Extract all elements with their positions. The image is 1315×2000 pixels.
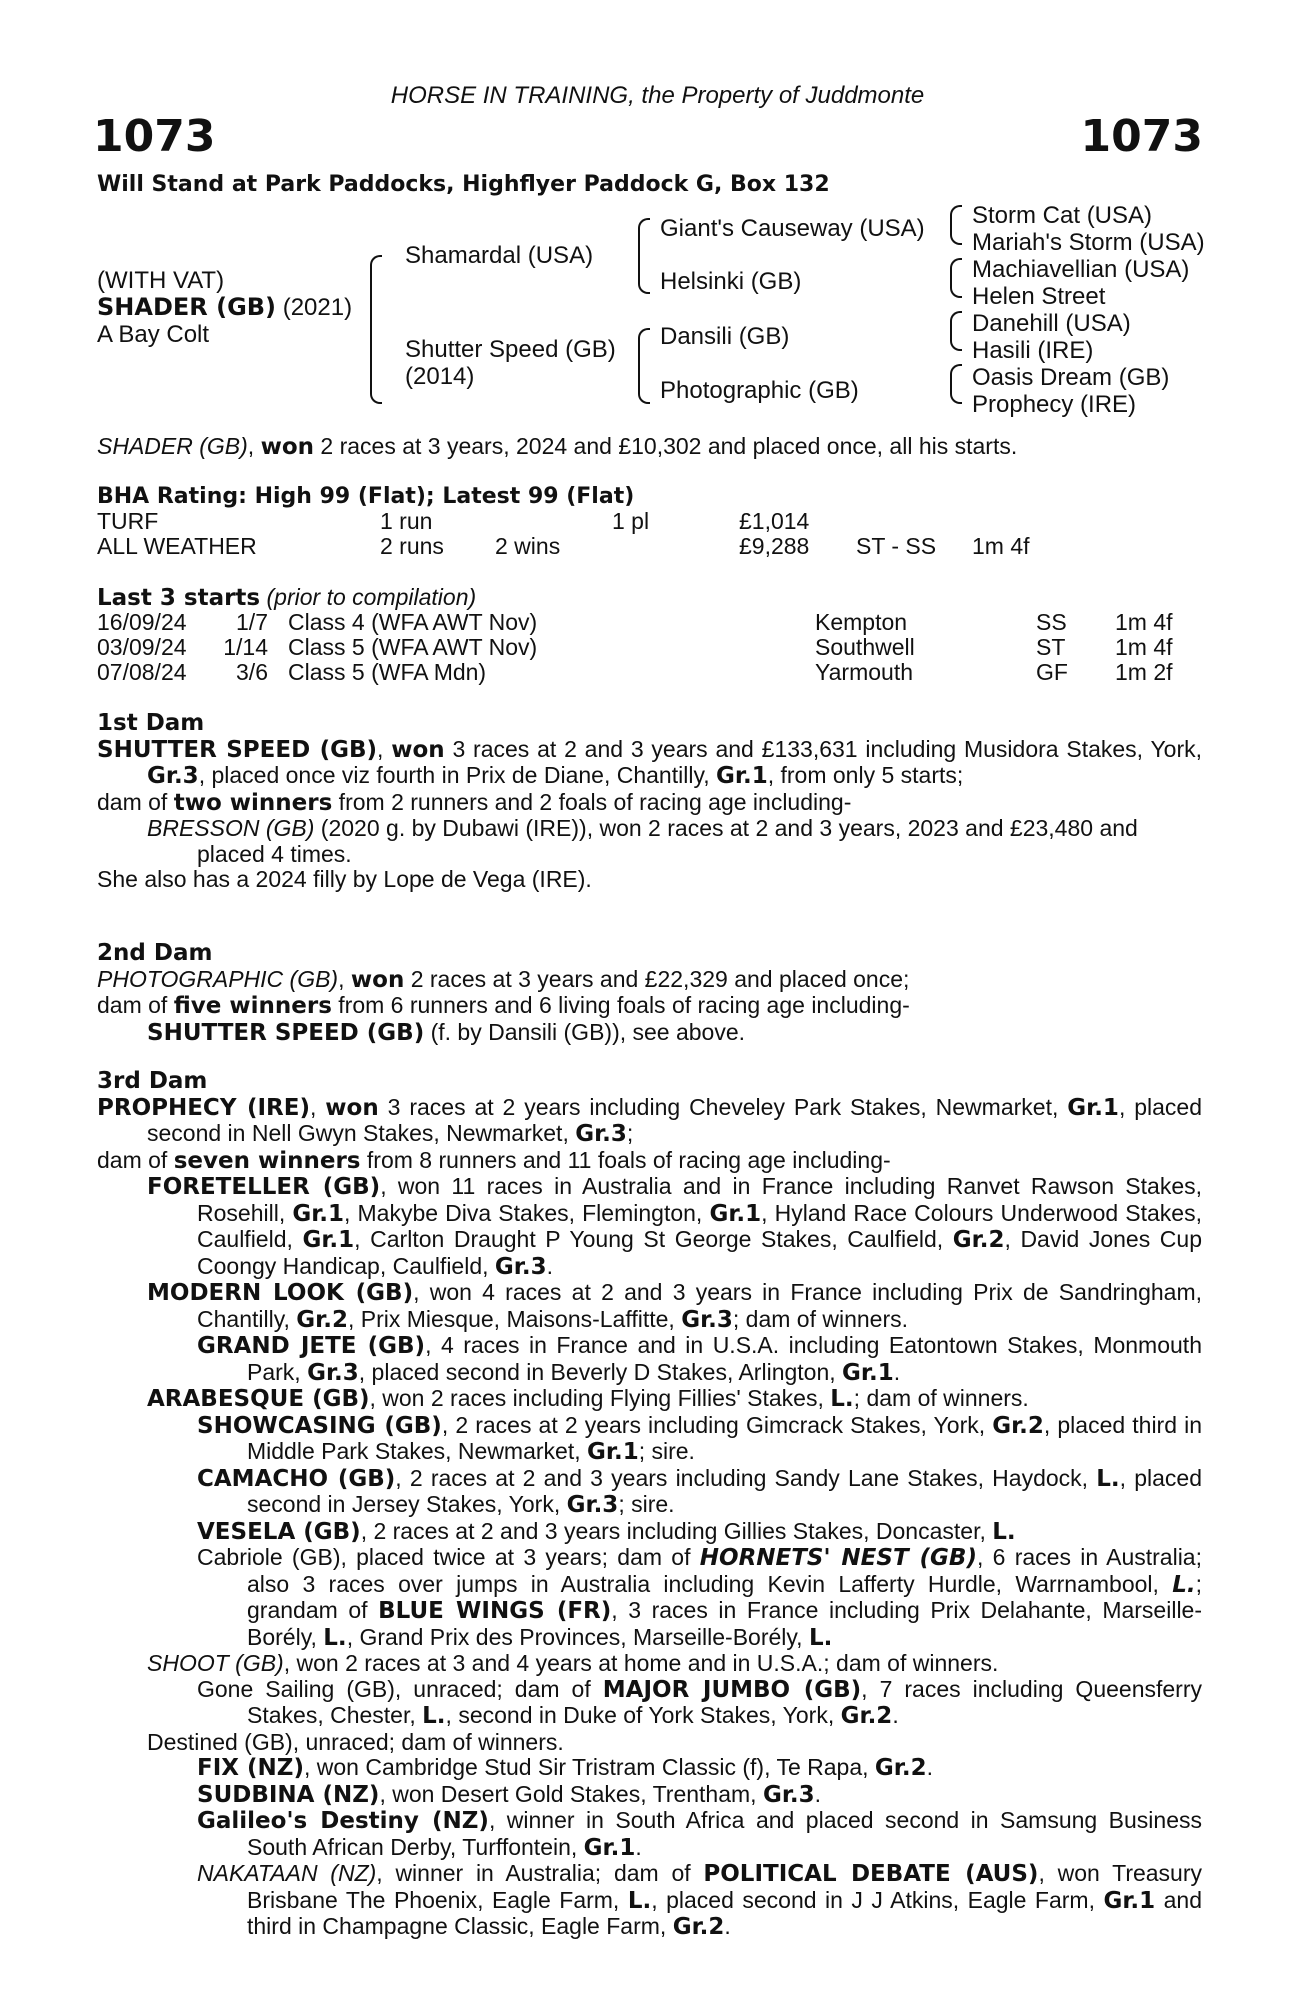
pedigree-brace-ss — [950, 205, 962, 245]
start-position: 1/14 — [223, 634, 268, 660]
pedigree-brace-horse — [370, 255, 382, 404]
produce-entry: Destined (GB), unraced; dam of winners. — [147, 1728, 564, 1755]
pedigree-brace-ds — [950, 311, 962, 351]
second-dam-section — [97, 941, 1202, 1046]
section-heading: 1st Dam — [97, 710, 205, 736]
pedigree-brace-sd — [950, 258, 962, 298]
start-race: Class 5 (WFA Mdn) — [288, 659, 487, 685]
third-dam-section — [97, 1069, 1202, 1941]
start-going: SS — [1036, 609, 1067, 635]
first-dam-section — [97, 711, 1202, 893]
race-summary: SHADER (GB), won 2 races at 3 years, 2024 and £10,302 and placed once, all his starts. — [97, 433, 1018, 460]
produce-entry: Galileo's Destiny (NZ), winner in South Africa and placed second in Samsung Business South African Derby, Turffontein, Gr.1. — [197, 1807, 1202, 1861]
pedigree-sire-dam: Helsinki (GB) — [660, 268, 802, 295]
horse-year: (2021) — [276, 294, 353, 321]
pedigree-brace-dd — [950, 364, 962, 404]
produce-entry: MODERN LOOK (GB), won 4 races at 2 and 3 years in France including Prix de Sandringham, Chantilly, Gr.2, Prix Miesque, Maisons-Laffitte, Gr.3; dam of winners. — [147, 1279, 1203, 1333]
pedigree-sire-sire: Giant's Causeway (USA) — [660, 215, 925, 242]
produce-entry: Cabriole (GB), placed twice at 3 years; dam of HORNETS' NEST (GB), 6 races in Australia; also 3 races over jumps in Australia including Kevin Lafferty Hurdle, Warrnambool, L.; grandam of BLUE WINGS (FR), 3 races in France including Prix Delahante, Marseille-Borély, L., Grand Prix des Provinces, Marseille-Borély, L. — [197, 1544, 1203, 1651]
start-distance: 1m 4f — [1115, 609, 1173, 635]
produce-entry: FORETELLER (GB), won 11 races in Australia and in France including Ranvet Rawson Stakes, Rosehill, Gr.1, Makybe Diva Stakes, Flemington, Gr.1, Hyland Race Colours Underwood Stakes, Caulfield, Gr.1, Carlton Draught P Young St George Stakes, Caulfield, Gr.2, David Jones Cup Coongy Handicap, Caulfield, Gr.3. — [147, 1173, 1202, 1280]
horse-name-line — [97, 294, 352, 321]
rating-wins: 2 wins — [495, 533, 561, 559]
dam-produce-summary: dam of two winners from 2 runners and 2 foals of racing age including- — [97, 788, 852, 816]
rating-surface: TURF — [97, 508, 159, 534]
rating-distance: 1m 4f — [972, 533, 1030, 559]
rating-surface: ALL WEATHER — [97, 533, 257, 559]
start-date: 16/09/24 — [97, 609, 187, 635]
produce-entry: SHUTTER SPEED (GB) (f. by Dansili (GB)), see above. — [147, 1018, 746, 1046]
last-starts-heading-line — [97, 585, 476, 612]
rating-going: ST - SS — [856, 533, 937, 559]
rating-prize: £9,288 — [739, 533, 810, 559]
produce-entry: SHOWCASING (GB), 2 races at 2 years including Gimcrack Stakes, York, Gr.2, placed third in Middle Park Stakes, Newmarket, Gr.1; sire. — [197, 1411, 1203, 1465]
rating-runs: 1 run — [380, 508, 433, 534]
section-heading: 3rd Dam — [97, 1068, 208, 1094]
summary-text: 2 races at 3 years, 2024 and £10,302 and placed once, all his starts. — [314, 433, 1018, 459]
lot-number-left: 1073 — [93, 111, 216, 162]
dam-record: PROPHECY (IRE), won 3 races at 2 years including Cheveley Park Stakes, Newmarket, Gr.1, placed second in Nell Gwyn Stakes, Newmarket, Gr.3; — [97, 1093, 1203, 1147]
pedigree-dam-dam: Photographic (GB) — [660, 377, 859, 404]
produce-entry: FIX (NZ), won Cambridge Stud Sir Tristram Classic (f), Te Rapa, Gr.2. — [197, 1754, 933, 1781]
rating-runs: 2 runs — [380, 533, 444, 559]
produce-entry: GRAND JETE (GB), 4 races in France and in U.S.A. including Eatontown Stakes, Monmouth Park, Gr.3, placed second in Beverly D Stakes, Arlington, Gr.1. — [197, 1332, 1202, 1386]
pedigree-dd-sire: Oasis Dream (GB) — [972, 364, 1170, 391]
start-position: 1/7 — [236, 609, 268, 635]
start-distance: 1m 2f — [1115, 659, 1173, 685]
summary-won: won — [260, 434, 315, 460]
pedigree-sire: Shamardal (USA) — [405, 242, 594, 269]
start-race: Class 5 (WFA AWT Nov) — [288, 634, 538, 660]
pedigree-ss-dam: Mariah's Storm (USA) — [972, 229, 1205, 256]
rating-prize: £1,014 — [739, 508, 810, 534]
produce-entry: SHOOT (GB), won 2 races at 3 and 4 years at home and in U.S.A.; dam of winners. — [147, 1650, 999, 1676]
pedigree-dd-dam: Prophecy (IRE) — [972, 391, 1137, 418]
pedigree-ds-sire: Danehill (USA) — [972, 310, 1131, 337]
produce-entry: VESELA (GB), 2 races at 2 and 3 years including Gillies Stakes, Doncaster, L. — [197, 1517, 1016, 1545]
start-position: 3/6 — [236, 659, 268, 685]
dam-record: PHOTOGRAPHIC (GB), won 2 races at 3 years and £22,329 and placed once; — [97, 965, 910, 993]
pedigree-dam-year: (2014) — [405, 363, 475, 390]
dam-produce-summary: dam of seven winners from 8 runners and 11 foals of racing age including- — [97, 1146, 891, 1174]
summary-horse-name: SHADER (GB) — [97, 433, 248, 459]
start-going: GF — [1036, 659, 1068, 685]
vat-note: (WITH VAT) — [97, 267, 225, 294]
dam-record: SHUTTER SPEED (GB), won 3 races at 2 and 3 years and £133,631 including Musidora Stakes, York, Gr.3, placed once viz fourth in Prix de Diane, Chantilly, Gr.1, from only 5 starts; — [97, 735, 1203, 789]
produce-entry: Gone Sailing (GB), unraced; dam of MAJOR JUMBO (GB), 7 races including Queensferry Stakes, Chester, L., second in Duke of York Stakes, York, Gr.2. — [197, 1675, 1202, 1729]
dam-note: She also has a 2024 filly by Lope de Vega (IRE). — [97, 866, 592, 892]
horse-name: SHADER (GB) — [97, 293, 277, 321]
start-date: 03/09/24 — [97, 634, 187, 660]
pedigree-brace-sire — [638, 218, 650, 294]
pedigree-sd-sire: Machiavellian (USA) — [972, 256, 1190, 283]
rating-placed: 1 pl — [612, 508, 650, 534]
horse-description: A Bay Colt — [97, 321, 210, 348]
stable-location: Will Stand at Park Paddocks, Highflyer Paddock G, Box 132 — [97, 172, 830, 197]
produce-entry: SUDBINA (NZ), won Desert Gold Stakes, Trentham, Gr.3. — [197, 1780, 822, 1808]
pedigree-ds-dam: Hasili (IRE) — [972, 337, 1094, 364]
produce-entry: ARABESQUE (GB), won 2 races including Flying Fillies' Stakes, L.; dam of winners. — [147, 1385, 1029, 1412]
start-distance: 1m 4f — [1115, 634, 1173, 660]
bha-rating-heading: BHA Rating: High 99 (Flat); Latest 99 (Flat) — [97, 484, 635, 509]
start-date: 07/08/24 — [97, 659, 187, 685]
start-going: ST — [1036, 634, 1066, 660]
pedigree-sd-dam: Helen Street — [972, 283, 1106, 310]
pedigree-dam-sire: Dansili (GB) — [660, 323, 790, 350]
start-course: Kempton — [815, 609, 908, 635]
lot-number-right: 1073 — [1080, 111, 1203, 162]
produce-entry: CAMACHO (GB), 2 races at 2 and 3 years including Sandy Lane Stakes, Haydock, L., placed second in Jersey Stakes, York, Gr.3; sire. — [197, 1464, 1203, 1518]
produce-entry: BRESSON (GB) (2020 g. by Dubawi (IRE)), won 2 races at 2 and 3 years, 2023 and £23,480 and placed 4 times. — [147, 815, 1138, 867]
pedigree-dam: Shutter Speed (GB) — [405, 336, 616, 363]
dam-produce-summary: dam of five winners from 6 runners and 6 living foals of racing age including- — [97, 992, 910, 1019]
start-course: Yarmouth — [815, 659, 914, 685]
start-course: Southwell — [815, 634, 915, 660]
pedigree-brace-dam — [638, 328, 650, 404]
last-starts-note: (prior to compilation) — [260, 584, 477, 610]
pedigree-ss-sire: Storm Cat (USA) — [972, 202, 1153, 229]
produce-entry: NAKATAAN (NZ), winner in Australia; dam of POLITICAL DEBATE (AUS), won Treasury Brisbane The Phoenix, Eagle Farm, L., placed second in J J Atkins, Eagle Farm, Gr.1 and third in Champagne Classic, Eagle Farm, Gr.2. — [197, 1860, 1203, 1940]
last-starts-heading: Last 3 starts — [97, 585, 261, 611]
start-race: Class 4 (WFA AWT Nov) — [288, 609, 538, 635]
page-title: HORSE IN TRAINING, the Property of Juddmonte — [390, 82, 925, 109]
section-heading: 2nd Dam — [97, 940, 213, 966]
